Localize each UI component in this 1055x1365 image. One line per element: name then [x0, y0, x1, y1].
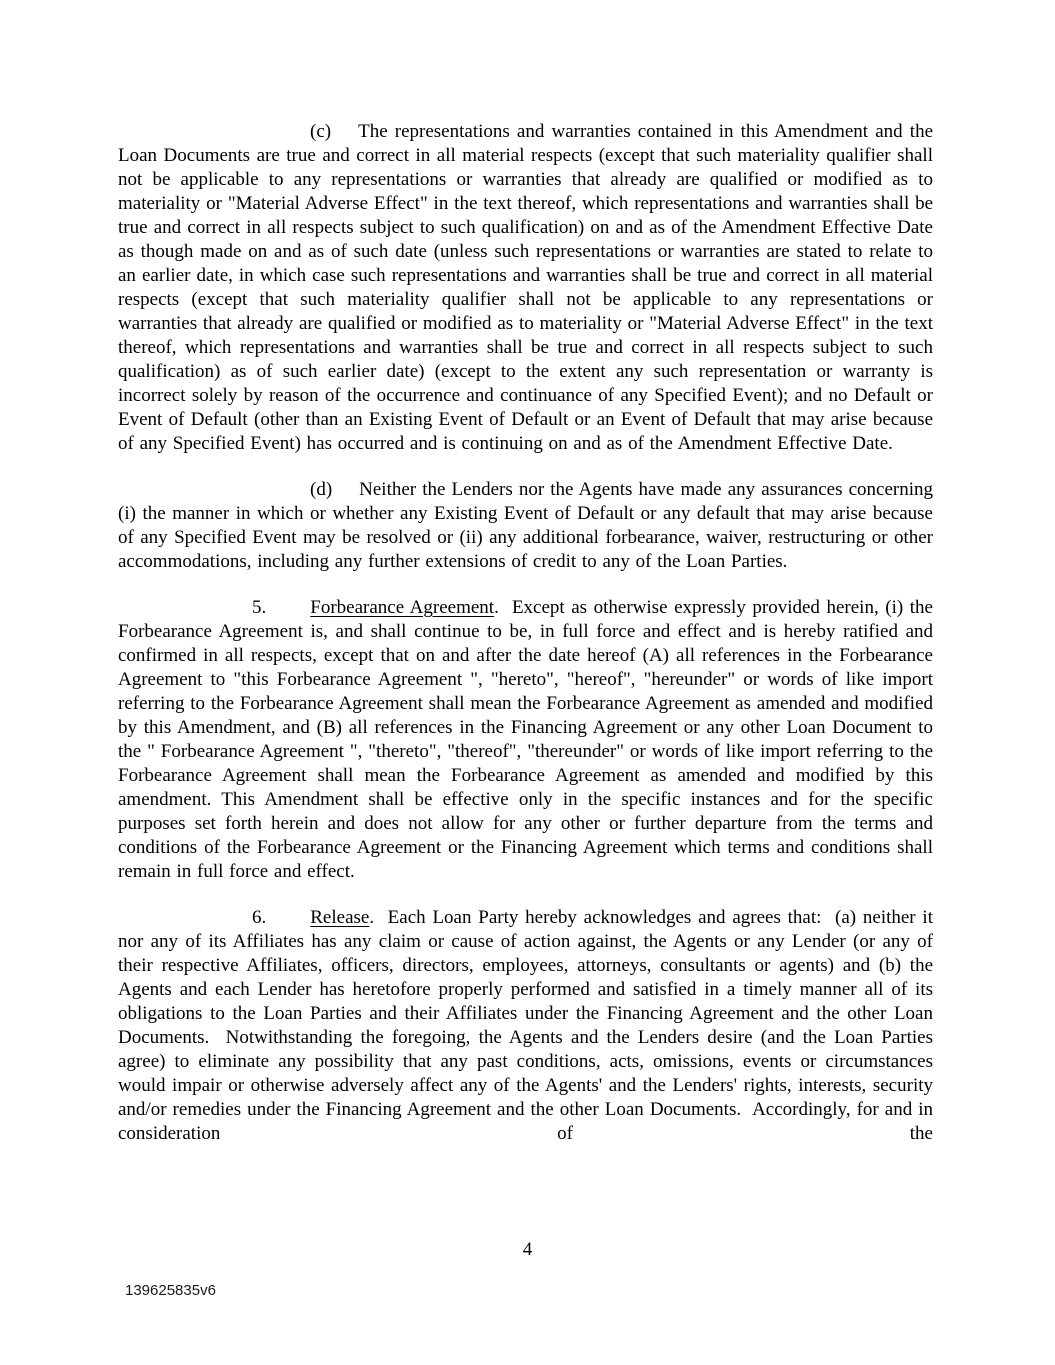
paragraph-6-release: [118, 906, 933, 1146]
paragraph-text: Except as otherwise expressly provided herein, (i) the Forbearance Agreement is, and shall continue to be, in full force and effect and is hereby ratified and confirmed in all respects, except that on and after the date hereof (A) all references in the Forbearance Agreement to "this Forbearance Agreement ", "hereto", "hereof", "hereunder" or words of like import referring to the Forbearance Agreement shall mean the Forbearance Agreement as amended and modified by this Amendment, and (B) all references in the Financing Agreement or any other Loan Document to the " Forbearance Agreement ", "thereto", "thereof", "thereunder" or words of like import referring to the Forbearance Agreement shall mean the Forbearance Agreement as amended and modified by this amendment. This Amendment shall be effective only in the specific instances and for the specific purposes set forth herein and does not allow for any other or further departure from the terms and conditions of the Forbearance Agreement or the Financing Agreement which terms and conditions shall remain in full force and effect.: [118, 597, 933, 882]
page-number: 4: [522, 1239, 533, 1260]
paragraph-text: Neither the Lenders nor the Agents have made any assurances concerning (i) the manner in which or whether any Existing Event of Default or any default that may arise because of any Specified Event may be resolved or (ii) any additional forbearance, waiver, restructuring or other accommodations, including any further extensions of credit to any of the Loan Parties.: [118, 479, 933, 572]
paragraph-label: 5.: [252, 597, 267, 618]
paragraph-text: The representations and warranties contained in this Amendment and the Loan Documents are true and correct in all material respects (except that such materiality qualifier shall not be applicable to any representations or warranties that already are qualified or modified as to materiality or "Material Adverse Effect" in the text thereof, which representations and warranties shall be true and correct in all respects subject to such qualification) on and as of the Amendment Effective Date as though made on and as of such date (unless such representations or warranties are stated to relate to an earlier date, in which case such representations and warranties shall be true and correct in all material respects (except that such materiality qualifier shall not be applicable to any representations or warranties that already are qualified or modified as to materiality or "Material Adverse Effect" in the text thereof, which representations and warranties shall be true and correct in all respects subject to such qualification) as of such earlier date) (except to the extent any such representation or warranty is incorrect solely by reason of the occurrence and continuance of any Specified Event); and no Default or Event of Default (other than an Existing Event of Default or an Event of Default that may arise because of any Specified Event) has occurred and is continuing on and as of the Amendment Effective Date.: [118, 121, 933, 454]
paragraph-text: Each Loan Party hereby acknowledges and agrees that: (a) neither it nor any of its Affiliates has any claim or cause of action against, the Agents or any Lender (or any of their respective Affiliates, officers, directors, employees, attorneys, consultants or agents) and (b) the Agents and each Lender has heretofore properly performed and satisfied in a timely manner all of its obligations to the Loan Parties and their Affiliates under the Financing Agreement and the other Loan Documents. Notwithstanding the foregoing, the Agents and the Lenders desire (and the Loan Parties agree) to eliminate any possibility that any past conditions, acts, omissions, events or circumstances would impair or otherwise adversely affect any of the Agents' and the Lenders' rights, interests, security and/or remedies under the Financing Agreement and the other Loan Documents. Accordingly, for and in consideration of the: [118, 907, 933, 1144]
paragraph-label: 6.: [252, 907, 267, 928]
document-id-footer: 139625835v6: [125, 1282, 216, 1299]
heading-suffix: .: [494, 597, 512, 618]
paragraph-d: [118, 478, 933, 574]
section-heading: Forbearance Agreement: [310, 597, 495, 618]
paragraph-label: (d): [310, 479, 333, 500]
document-body: [118, 120, 933, 1168]
paragraph-5-forbearance-agreement: [118, 596, 933, 884]
paragraph-label: (c): [310, 121, 332, 142]
section-heading: Release: [310, 907, 370, 928]
heading-suffix: .: [369, 907, 388, 928]
paragraph-c: [118, 120, 933, 456]
